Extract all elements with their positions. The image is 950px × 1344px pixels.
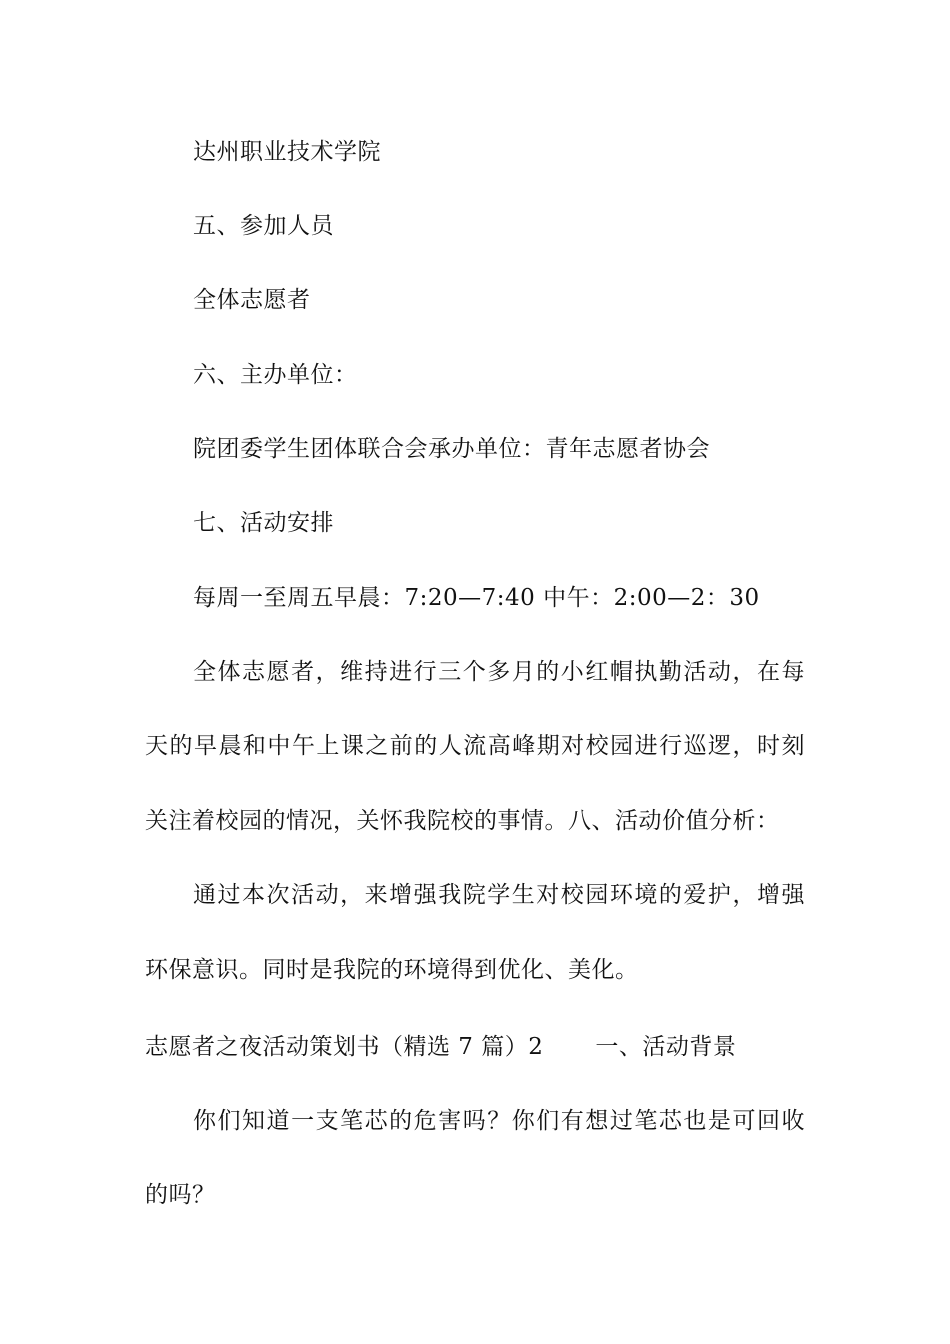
schedule-time-text: 每周一至周五早晨：7:20—7:40 中午：2:00—2：30 [193,585,760,611]
paragraph-line: 的吗？ [145,1182,216,1208]
section-heading-schedule: 七、活动安排 [193,510,334,536]
paragraph-line: 关注着校园的情况，关怀我院校的事情。八、活动价值分析： [145,808,780,834]
org-name-line: 达州职业技术学院 [193,139,381,165]
section-heading-participants: 五、参加人员 [193,213,334,239]
paragraph-line: 全体志愿者，维持进行三个多月的小红帽执勤活动，在每 [193,659,805,685]
section-heading-background: 一、活动背景 [595,1034,737,1060]
paragraph-line: 环保意识。同时是我院的环境得到优化、美化。 [145,957,639,983]
organizer-text: 院团委学生团体联合会承办单位：青年志愿者协会 [193,436,710,462]
document-section-title: 志愿者之夜活动策划书（精选 7 篇）2 [145,1034,544,1060]
section-heading-organizer: 六、主办单位： [193,362,358,388]
section-heading-line [145,1032,736,1062]
paragraph-line: 通过本次活动，来增强我院学生对校园环境的爱护，增强 [193,882,805,908]
participants-text: 全体志愿者 [193,287,311,313]
paragraph-line: 你们知道一支笔芯的危害吗？你们有想过笔芯也是可回收 [193,1108,805,1134]
paragraph-line: 天的早晨和中午上课之前的人流高峰期对校园进行巡逻，时刻 [145,733,805,759]
